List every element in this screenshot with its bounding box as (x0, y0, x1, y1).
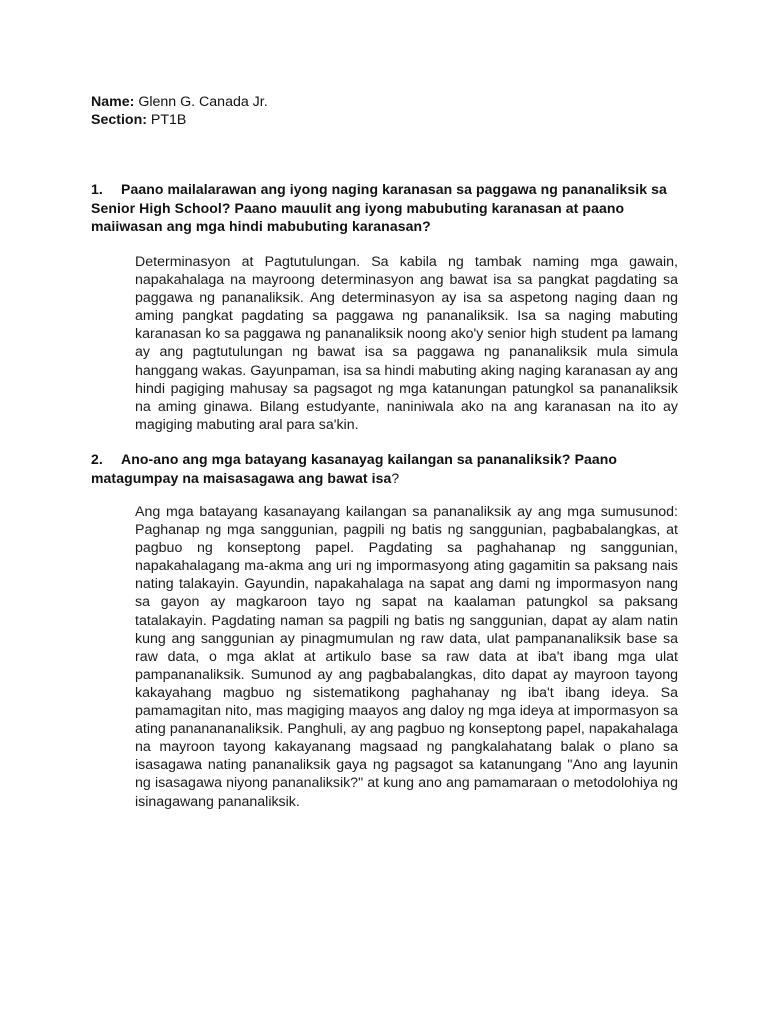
question-2 (91, 450, 681, 487)
question-2-text: Ano-ano ang mga batayang kasanayag kailangan sa pananaliksik? Paano matagumpay na maisasagawa ang bawat isa (91, 451, 618, 486)
question-1-text: Paano mailalarawan ang iyong naging karanasan sa paggawa ng pananaliksik sa Senior High School? Paano mauulit ang iyong mabubuting karanasan at paano maiiwasan ang mga hindi mabubuting karanasan? (91, 181, 667, 234)
section-row (91, 111, 268, 129)
name-label: Name: (91, 94, 135, 110)
section-label: Section: (91, 112, 147, 128)
answer-1: Determinasyon at Pagtutulungan. Sa kabila ng tambak naming mga gawain, napakahalaga na mayroong determinasyon ang bawat isa sa pangkat pagdating sa paggawa ng pananaliksik. Ang determinasyon ay isa sa aspetong naging daan ng aming pangkat pagdating sa paggawa ng pananaliksik. Isa sa naging mabuting karanasan ko sa paggawa ng pananaliksik noong ako'y senior high student pa lamang ay ang pagtutulungan ng bawat isa sa paggawa ng pananaliksik mula simula hanggang wakas. Gayunpaman, isa sa hindi mabuting aking naging karanasan ay ang hindi pagiging mahusay sa pagsagot ng mga katanungan patungkol sa pananaliksik na aming ginawa. Bilang estudyante, naniniwala ako na ang karanasan na ito ay magiging mabuting aral para sa'kin. (135, 254, 678, 433)
question-2-number: 2. (91, 451, 103, 467)
section-value: PT1B (146, 112, 187, 128)
student-info (91, 93, 268, 129)
question-2-tail: ? (391, 469, 400, 486)
name-value: Glenn G. Canada Jr. (134, 94, 268, 110)
answer-2: Ang mga batayang kasanayang kailangan sa pananaliksik ay ang mga sumusunod: Paghanap ng mga sanggunian, pagpili ng batis ng sanggunian, pagbabalangkas, at pagbuo ng konseptong papel. Pagdating sa paghahanap ng sanggunian, napakahalagang ma-akma ang uri ng impormasyong ating gagamitin sa paksang nais nating talakayin. Gayundin, napakahalaga na sapat ang dami ng impormasyon nang sa gayon ay magkaroon tayo ng sapat na kaalaman patungkol sa paksang tatalakayin. Pagdating naman sa pagpili ng batis ng sanggunian, dapat ay alam natin kung ang sanggunian ay pinagmumulan ng raw data, ulat pampananaliksik base sa raw data, o mga aklat at artikulo base sa raw data at iba't ibang mga ulat pampananaliksik. Sumunod ay ang pagbabalangkas, dito dapat ay mayroon tayong kakayahang magbuo ng sistematikong paghahanay ng iba't ibang ideya. Sa pamamagitan nito, mas magiging maayos ang daloy ng mga ideya at impormasyon sa ating pananananaliksik. Panghuli, ay ang pagbuo ng konseptong papel, napakahalaga na mayroon tayong kakayanang magsaad ng pangkalahatang balak o plano sa isasagawa nating pananaliksik gaya ng pagsagot sa katanungang "Ano ang layunin ng isasagawa niyong pananaliksik?" at kung ano ang pamamaraan o metodolohiya ng isinagawang pananaliksik. (135, 504, 678, 810)
question-1 (91, 180, 681, 236)
name-row (91, 93, 268, 111)
question-1-number: 1. (91, 181, 103, 197)
